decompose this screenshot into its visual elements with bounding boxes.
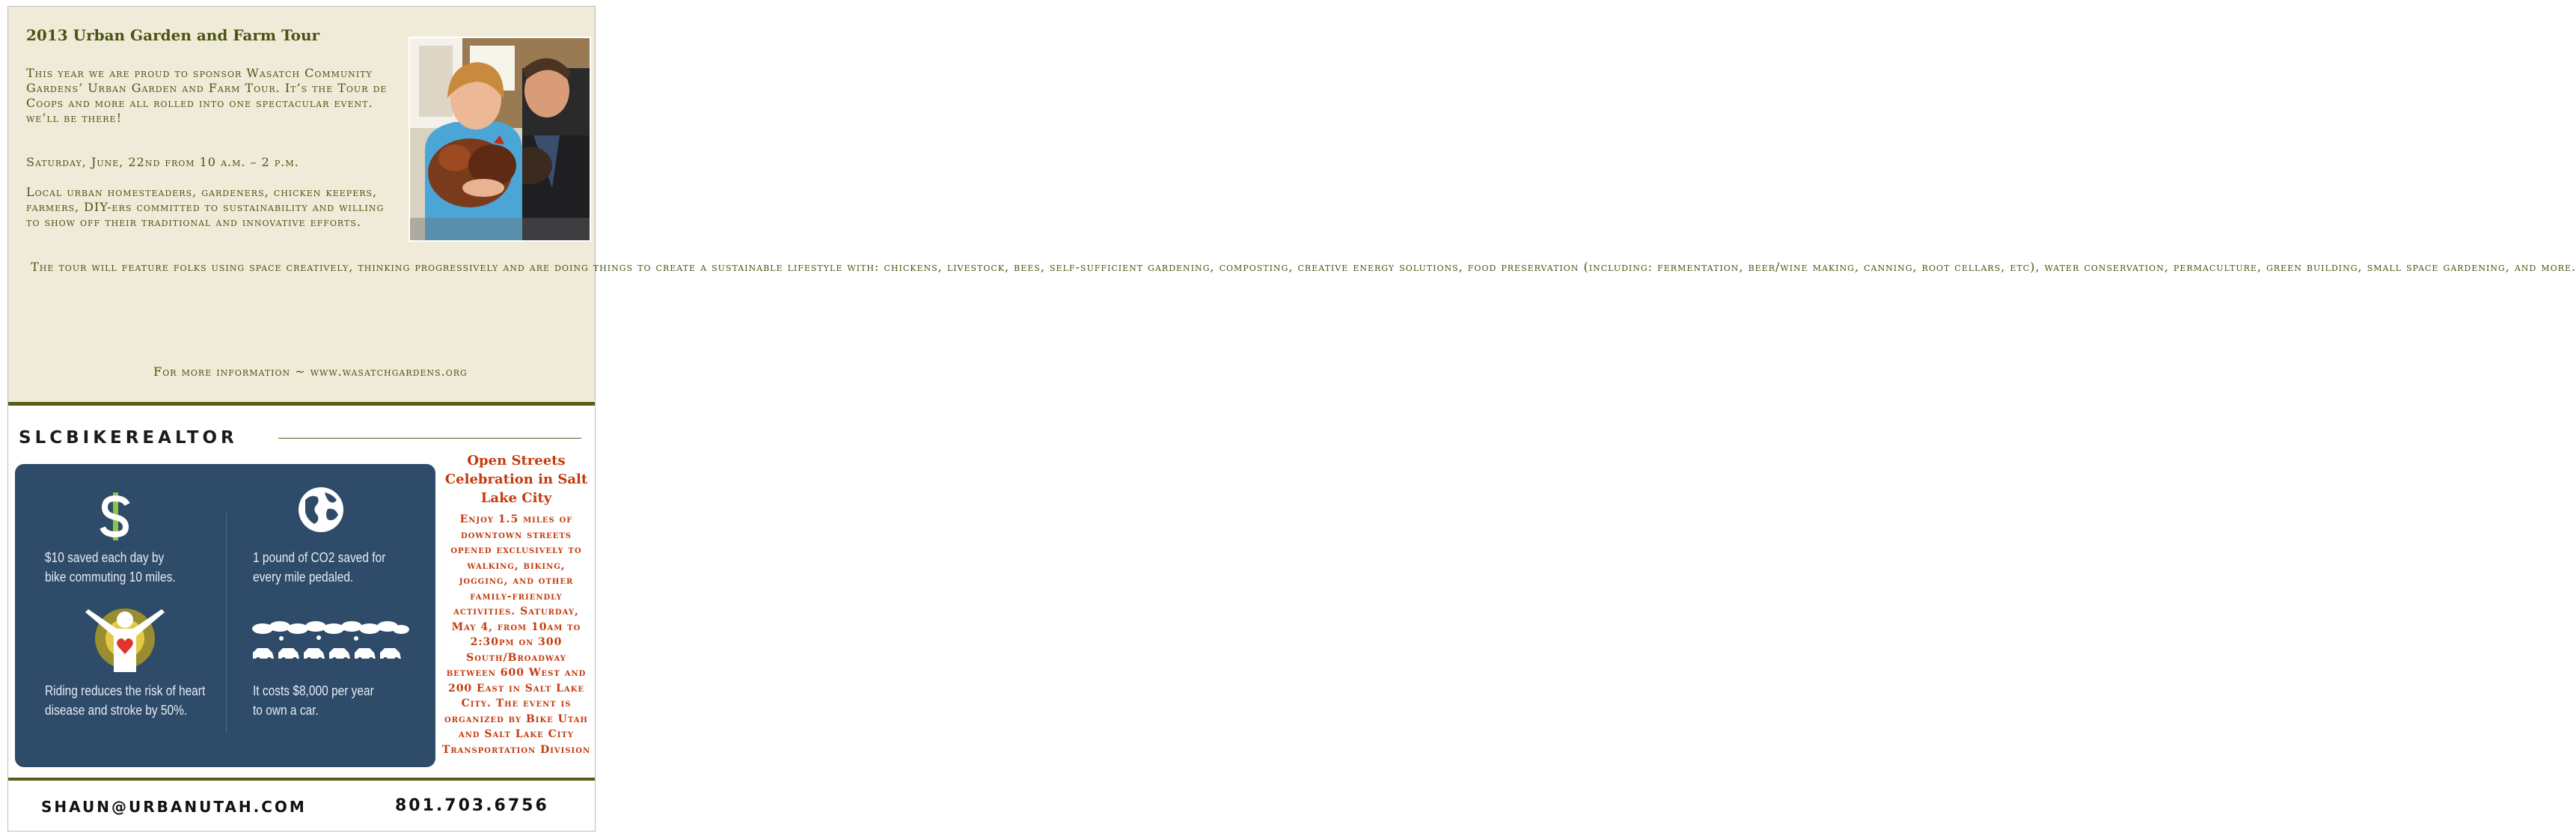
open-streets-description: Enjoy 1.5 miles of downtown streets opened exclusively to walking, biking, jogging, and other family-friendly activities. Saturday, May 4, from 10am to 2:30pm on 300 South/Broadway between 600 West and 200 East in Salt Lake City. The event is organized by Bike Utah and Salt Lake City Transportation Division xyxy=(441,513,591,756)
garden-tour-title: 2013 Urban Garden and Farm Tour xyxy=(26,26,320,44)
heart-person-icon xyxy=(84,605,166,672)
brand-rule xyxy=(278,438,581,439)
couple-with-chickens-photo xyxy=(409,37,591,242)
tour-date: Saturday, June, 22nd from 10 a.m. – 2 p.m. xyxy=(26,155,299,169)
brand-heading: SLCBIKEREALTOR xyxy=(19,428,238,448)
bike-benefits-infographic xyxy=(15,464,435,767)
participants-paragraph: Local urban homesteaders, gardeners, chicken keepers, farmers, DIY-ers committed to sustainability and willing to show off their traditional and innovative efforts. xyxy=(26,185,385,229)
open-streets-title: Open Streets Celebration in Salt Lake City xyxy=(444,453,588,506)
stat-money-saved: $10 saved each day by bike commuting 10 miles. xyxy=(45,550,176,585)
photo-illustration xyxy=(410,38,590,240)
features-paragraph: The tour will feature folks using space creatively, thinking progressively and are doing things to create a sustainable lifestyle with: chickens, livestock, bees, self-sufficient gardening, composting, creative energy solutions, food preservation (including: fermentation, beer/wine making, canning, root cellars, etc), water conservation, permaculture, green building, small space gardening, and more. xyxy=(26,260,2576,274)
stat-co2-saved: 1 pound of CO2 saved for every mile pedaled. xyxy=(253,550,386,585)
cars-smog-icon xyxy=(251,620,410,665)
dollar-icon xyxy=(99,492,132,540)
more-info-line: For more information ~ www.wasatchgardens.org xyxy=(153,364,468,379)
contact-phone: 801.703.6756 xyxy=(395,796,549,815)
contact-email: SHAUN@URBANUTAH.COM xyxy=(41,798,307,816)
footer-divider xyxy=(8,778,595,781)
garden-tour-panel xyxy=(8,7,2576,402)
intro-paragraph: This year we are proud to sponsor Wasatch Community Gardens’ Urban Garden and Farm Tour. It’s the Tour de Coops and more all rolled into one spectacular event. we’ll be there! xyxy=(26,66,388,125)
stat-heart-health: Riding reduces the risk of heart disease and stroke by 50%. xyxy=(45,683,206,718)
section-divider xyxy=(8,402,595,406)
globe-icon xyxy=(298,486,344,533)
stat-car-cost: It costs $8,000 per year to own a car. xyxy=(253,683,374,718)
